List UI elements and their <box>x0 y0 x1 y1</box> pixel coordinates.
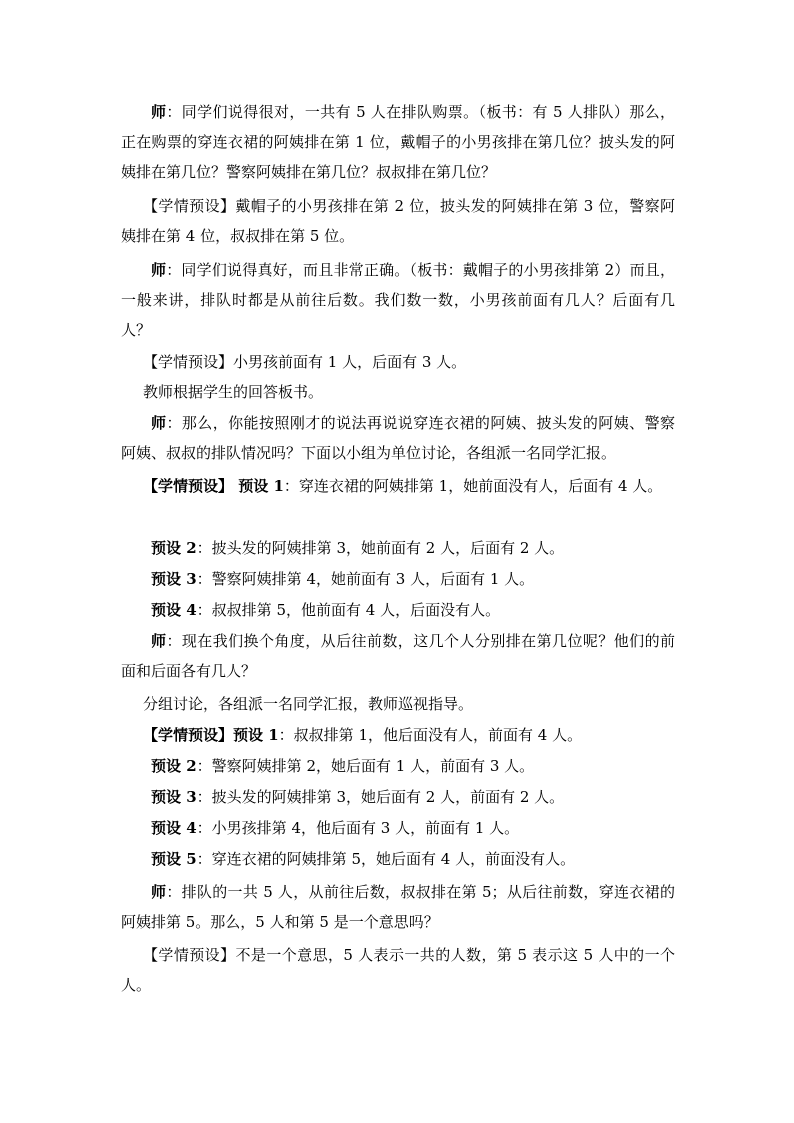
paragraph-text: ：那么，你能按照刚才的说法再说说穿连衣裙的阿姨、披头发的阿姨、警察阿姨、叔叔的排队情况吗？下面以小组为单位讨论，各组派一名同学汇报。 <box>121 414 675 462</box>
paragraph-preset-final <box>121 940 675 1000</box>
paragraph-text: 戴帽子的小男孩排在第 2 位，披头发的阿姨排在第 3 位，警察阿姨排在第 4 位，叔叔排在第 5 位。 <box>121 197 675 245</box>
paragraph-text: ：警察阿姨排第 4，她前面有 3 人，后面有 1 人。 <box>196 570 535 588</box>
paragraph-text: 分组讨论，各组派一名同学汇报，教师巡视指导。 <box>143 695 474 713</box>
paragraph-preset-1 <box>121 191 675 251</box>
paragraph-text: ：同学们说得很对，一共有 5 人在排队购票。（板书：有 5 人排队）那么，正在购票的穿连衣裙的阿姨排在第 1 位，戴帽子的小男孩排在第几位？披头发的阿姨排在第几位？警察阿姨排在第几位？叔叔排在第几位？ <box>121 103 675 181</box>
speaker-label: 师 <box>151 261 167 279</box>
paragraph-preset-back-4 <box>121 813 675 843</box>
paragraph-text: ：披头发的阿姨排第 3，她前面有 2 人，后面有 2 人。 <box>196 539 565 557</box>
paragraph-preset-back-2 <box>121 751 675 781</box>
preset-label: 【学情预设】 <box>143 946 236 964</box>
paragraph-text: 小男孩前面有 1 人，后面有 3 人。 <box>233 353 467 371</box>
speaker-label: 师 <box>151 883 167 901</box>
paragraph-text: ：穿连衣裙的阿姨排第 5，她后面有 4 人，前面没有人。 <box>196 850 576 868</box>
preset-label: 【学情预设】 <box>143 353 234 371</box>
preset-label: 预设 2 <box>151 539 197 557</box>
paragraph-text: ：披头发的阿姨排第 3，她后面有 2 人，前面有 2 人。 <box>196 788 565 806</box>
preset-label: 【学情预设】 预设 1 <box>143 477 284 495</box>
preset-label: 预设 4 <box>151 601 197 619</box>
paragraph-teacher-5 <box>121 877 675 937</box>
paragraph-text: ：同学们说得真好，而且非常正确。（板书：戴帽子的小男孩排第 2）而且，一般来讲，排队时都是从前往后数。我们数一数，小男孩前面有几人？后面有几人？ <box>121 261 675 339</box>
paragraph-preset-3-line <box>121 564 675 594</box>
preset-label: 【学情预设】预设 1 <box>143 726 279 744</box>
speaker-label: 师 <box>151 103 167 121</box>
preset-label: 预设 3 <box>151 570 197 588</box>
preset-label: 预设 4 <box>151 819 197 837</box>
paragraph-teacher-4 <box>121 626 675 686</box>
preset-label: 预设 2 <box>151 757 197 775</box>
paragraph-text: 不是一个意思，5 人表示一共的人数，第 5 表示这 5 人中的一个人。 <box>121 946 675 994</box>
paragraph-preset-back-1 <box>121 720 675 750</box>
paragraph-text: ：现在我们换个角度，从后往前数，这几个人分别排在第几位呢？他们的前面和后面各有几人？ <box>121 632 675 680</box>
speaker-label: 师 <box>151 632 167 650</box>
paragraph-preset-back-5 <box>121 844 675 874</box>
paragraph-preset-3 <box>121 471 675 501</box>
paragraph-teacher-1 <box>121 97 675 187</box>
preset-label: 预设 5 <box>151 850 197 868</box>
paragraph-text: 教师根据学生的回答板书。 <box>143 383 324 401</box>
paragraph-preset-back-3 <box>121 782 675 812</box>
paragraph-preset-2 <box>121 347 675 377</box>
paragraph-teacher-3 <box>121 408 675 468</box>
paragraph-text: ：叔叔排第 1，他后面没有人，前面有 4 人。 <box>278 726 583 744</box>
paragraph-note-2 <box>121 689 675 719</box>
preset-label: 【学情预设】 <box>143 197 236 215</box>
paragraph-teacher-2 <box>121 255 675 345</box>
preset-label: 预设 3 <box>151 788 197 806</box>
speaker-label: 师 <box>151 414 167 432</box>
paragraph-note-1 <box>121 377 675 407</box>
paragraph-preset-2-line <box>121 533 675 563</box>
paragraph-preset-4-line <box>121 595 675 625</box>
paragraph-text: ：警察阿姨排第 2，她后面有 1 人，前面有 3 人。 <box>196 757 535 775</box>
paragraph-text: ：小男孩排第 4，他后面有 3 人，前面有 1 人。 <box>196 819 520 837</box>
paragraph-text: ：穿连衣裙的阿姨排第 1，她前面没有人，后面有 4 人。 <box>283 477 663 495</box>
paragraph-text: ：叔叔排第 5，他前面有 4 人，后面没有人。 <box>196 601 501 619</box>
paragraph-text: ：排队的一共 5 人，从前往后数，叔叔排在第 5；从后往前数，穿连衣裙的阿姨排第 5。那么，5 人和第 5 是一个意思吗？ <box>121 883 675 931</box>
